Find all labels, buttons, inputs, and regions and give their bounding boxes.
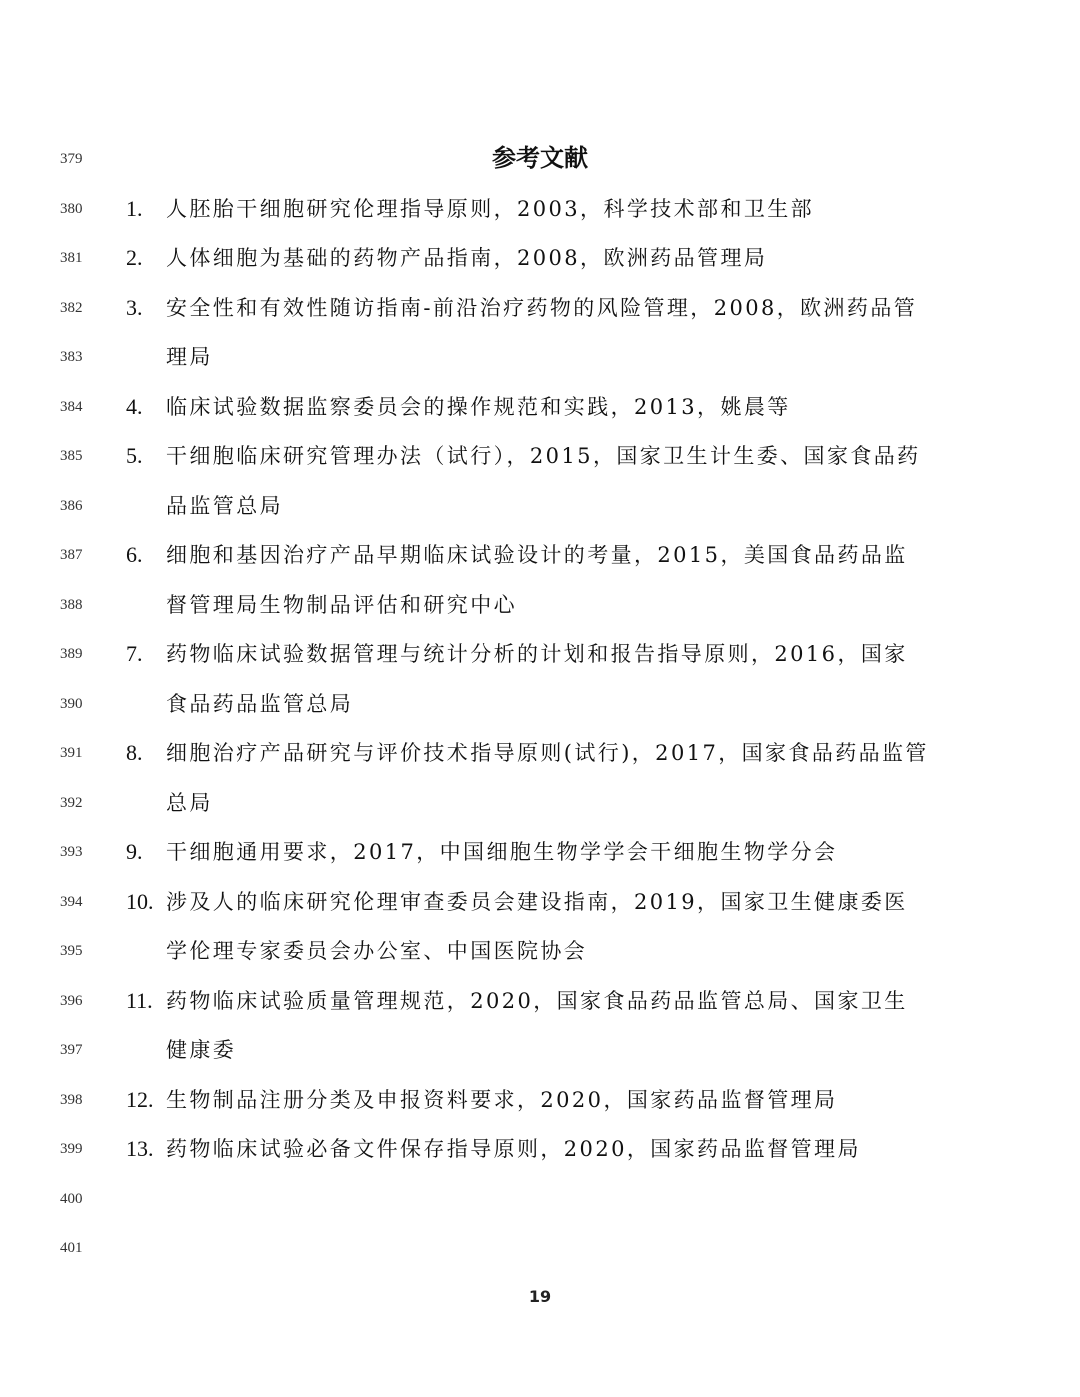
reference-number: 9. [126,839,143,864]
reference-text-continuation: 总局 [166,791,213,815]
reference-text-continuation: 食品药品监管总局 [166,692,354,716]
line-number: 380 [60,201,83,217]
line-number: 401 [60,1240,83,1256]
reference-text: 细胞和基因治疗产品早期临床试验设计的考量，2015，美国食品药品监 [166,543,908,567]
line-number: 386 [60,498,83,514]
line-number: 384 [60,399,83,415]
reference-text-continuation: 学伦理专家委员会办公室、中国医院协会 [166,939,588,963]
line-number: 395 [60,943,83,959]
reference-number: 4. [126,394,143,419]
reference-text-continuation: 健康委 [166,1038,237,1062]
line-number: 388 [60,597,83,613]
line-number: 396 [60,993,83,1009]
page-number: 19 [528,1287,552,1306]
reference-number: 8. [126,740,143,765]
line-number: 379 [60,151,83,167]
line-number: 382 [60,300,83,316]
reference-number: 7. [126,641,143,666]
references-heading: 参考文献 [492,144,588,172]
reference-text: 安全性和有效性随访指南-前沿治疗药物的风险管理，2008，欧洲药品管 [166,296,918,320]
reference-text-continuation: 督管理局生物制品评估和研究中心 [166,593,517,617]
reference-text-continuation: 理局 [166,345,213,369]
reference-number: 6. [126,542,143,567]
line-number: 392 [60,795,83,811]
reference-text: 干细胞通用要求，2017，中国细胞生物学学会干细胞生物学分会 [166,840,838,864]
reference-text: 人胚胎干细胞研究伦理指导原则，2003，科学技术部和卫生部 [166,197,815,221]
line-number: 391 [60,745,83,761]
reference-number: 5. [126,443,143,468]
reference-text: 干细胞临床研究管理办法（试行），2015，国家卫生计生委、国家食品药 [166,444,921,468]
reference-text: 涉及人的临床研究伦理审查委员会建设指南，2019，国家卫生健康委医 [166,890,908,914]
line-number: 387 [60,547,83,563]
reference-text-continuation: 品监管总局 [166,494,283,518]
reference-number: 13. [126,1136,154,1161]
reference-number: 11. [126,988,153,1013]
reference-number: 12. [126,1087,154,1112]
line-number: 393 [60,844,83,860]
line-number: 389 [60,646,83,662]
line-number: 397 [60,1042,83,1058]
reference-number: 10. [126,889,154,914]
line-number: 399 [60,1141,83,1157]
reference-text: 药物临床试验质量管理规范，2020，国家食品药品监管总局、国家卫生 [166,989,908,1013]
line-number: 385 [60,448,83,464]
reference-text: 临床试验数据监察委员会的操作规范和实践，2013，姚晨等 [166,395,791,419]
reference-text: 细胞治疗产品研究与评价技术指导原则(试行)，2017，国家食品药品监管 [166,741,929,765]
reference-number: 3. [126,295,143,320]
reference-text: 药物临床试验必备文件保存指导原则，2020，国家药品监督管理局 [166,1137,861,1161]
reference-text: 生物制品注册分类及申报资料要求，2020，国家药品监督管理局 [166,1088,838,1112]
line-number: 381 [60,250,83,266]
reference-text: 药物临床试验数据管理与统计分析的计划和报告指导原则，2016，国家 [166,642,908,666]
line-number: 400 [60,1191,83,1207]
line-number: 394 [60,894,83,910]
reference-text: 人体细胞为基础的药物产品指南，2008，欧洲药品管理局 [166,246,768,270]
reference-number: 2. [126,245,143,270]
reference-number: 1. [126,196,143,221]
line-number: 390 [60,696,83,712]
line-number: 398 [60,1092,83,1108]
line-number: 383 [60,349,83,365]
